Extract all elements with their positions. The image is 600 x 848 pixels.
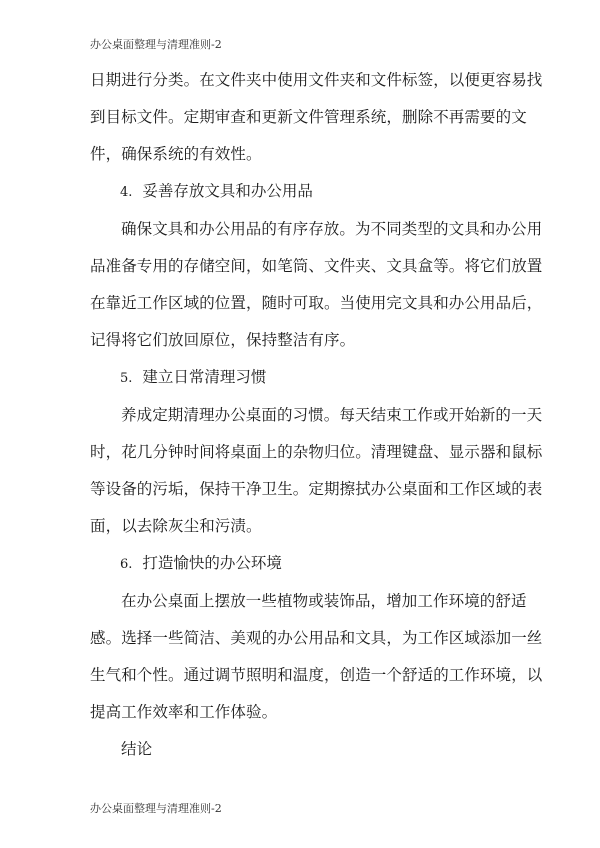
conclusion-title: 结论 [121, 740, 153, 758]
paragraph-line: 在靠近工作区域的位置，随时可取。当使用完文具和办公用品后， [90, 294, 543, 312]
section-heading-4 [90, 173, 514, 211]
running-header: 办公桌面整理与清理准则-2 [90, 38, 222, 51]
paragraph-line: 日期进行分类。在文件夹中使用文件夹和文件标签，以便更容易找 [90, 71, 543, 89]
paragraph-line: 件，确保系统的有效性。 [90, 145, 262, 163]
paragraph-line: 养成定期清理办公桌面的习惯。每天结束工作或开始新的一天 [121, 406, 543, 424]
section-5-paragraph [90, 397, 543, 545]
paragraph-line: 到目标文件。定期审查和更新文件管理系统，删除不再需要的文 [90, 108, 527, 126]
conclusion-heading [90, 731, 514, 768]
section-title: 建立日常清理习惯 [142, 368, 267, 386]
section-title: 妥善存放文具和办公用品 [142, 182, 313, 200]
section-heading-5 [90, 359, 514, 397]
paragraph-line: 生气和个性。通过调节照明和温度，创造一个舒适的工作环境，以 [90, 666, 543, 684]
paragraph-line: 时，花几分钟时间将桌面上的杂物归位。清理键盘、显示器和鼠标 [90, 443, 543, 461]
section-title: 打造愉快的办公环境 [142, 554, 282, 572]
paragraph-line: 品准备专用的存储空间，如笔筒、文件夹、文具盒等。将它们放置 [90, 257, 543, 275]
paragraph-line: 提高工作效率和工作体验。 [90, 703, 278, 721]
paragraph-line: 确保文具和办公用品的有序存放。为不同类型的文具和办公用 [121, 220, 543, 238]
paragraph-line: 在办公桌面上摆放一些植物或装饰品，增加工作环境的舒适 [121, 592, 527, 610]
running-footer: 办公桌面整理与清理准则-2 [90, 802, 222, 815]
paragraph-line: 面，以去除灰尘和污渍。 [90, 517, 262, 535]
intro-paragraph [90, 62, 543, 173]
paragraph-line: 等设备的污垢，保持干净卫生。定期擦拭办公桌面和工作区域的表 [90, 480, 543, 498]
section-number: 4. [120, 185, 133, 200]
section-heading-6 [90, 545, 514, 583]
section-number: 6. [120, 557, 133, 572]
section-number: 5. [120, 371, 133, 386]
document-body [90, 62, 543, 768]
section-4-paragraph [90, 211, 543, 359]
paragraph-line: 记得将它们放回原位，保持整洁有序。 [90, 331, 356, 349]
paragraph-line: 感。选择一些简洁、美观的办公用品和文具，为工作区域添加一丝 [90, 629, 543, 647]
section-6-paragraph [90, 583, 543, 731]
